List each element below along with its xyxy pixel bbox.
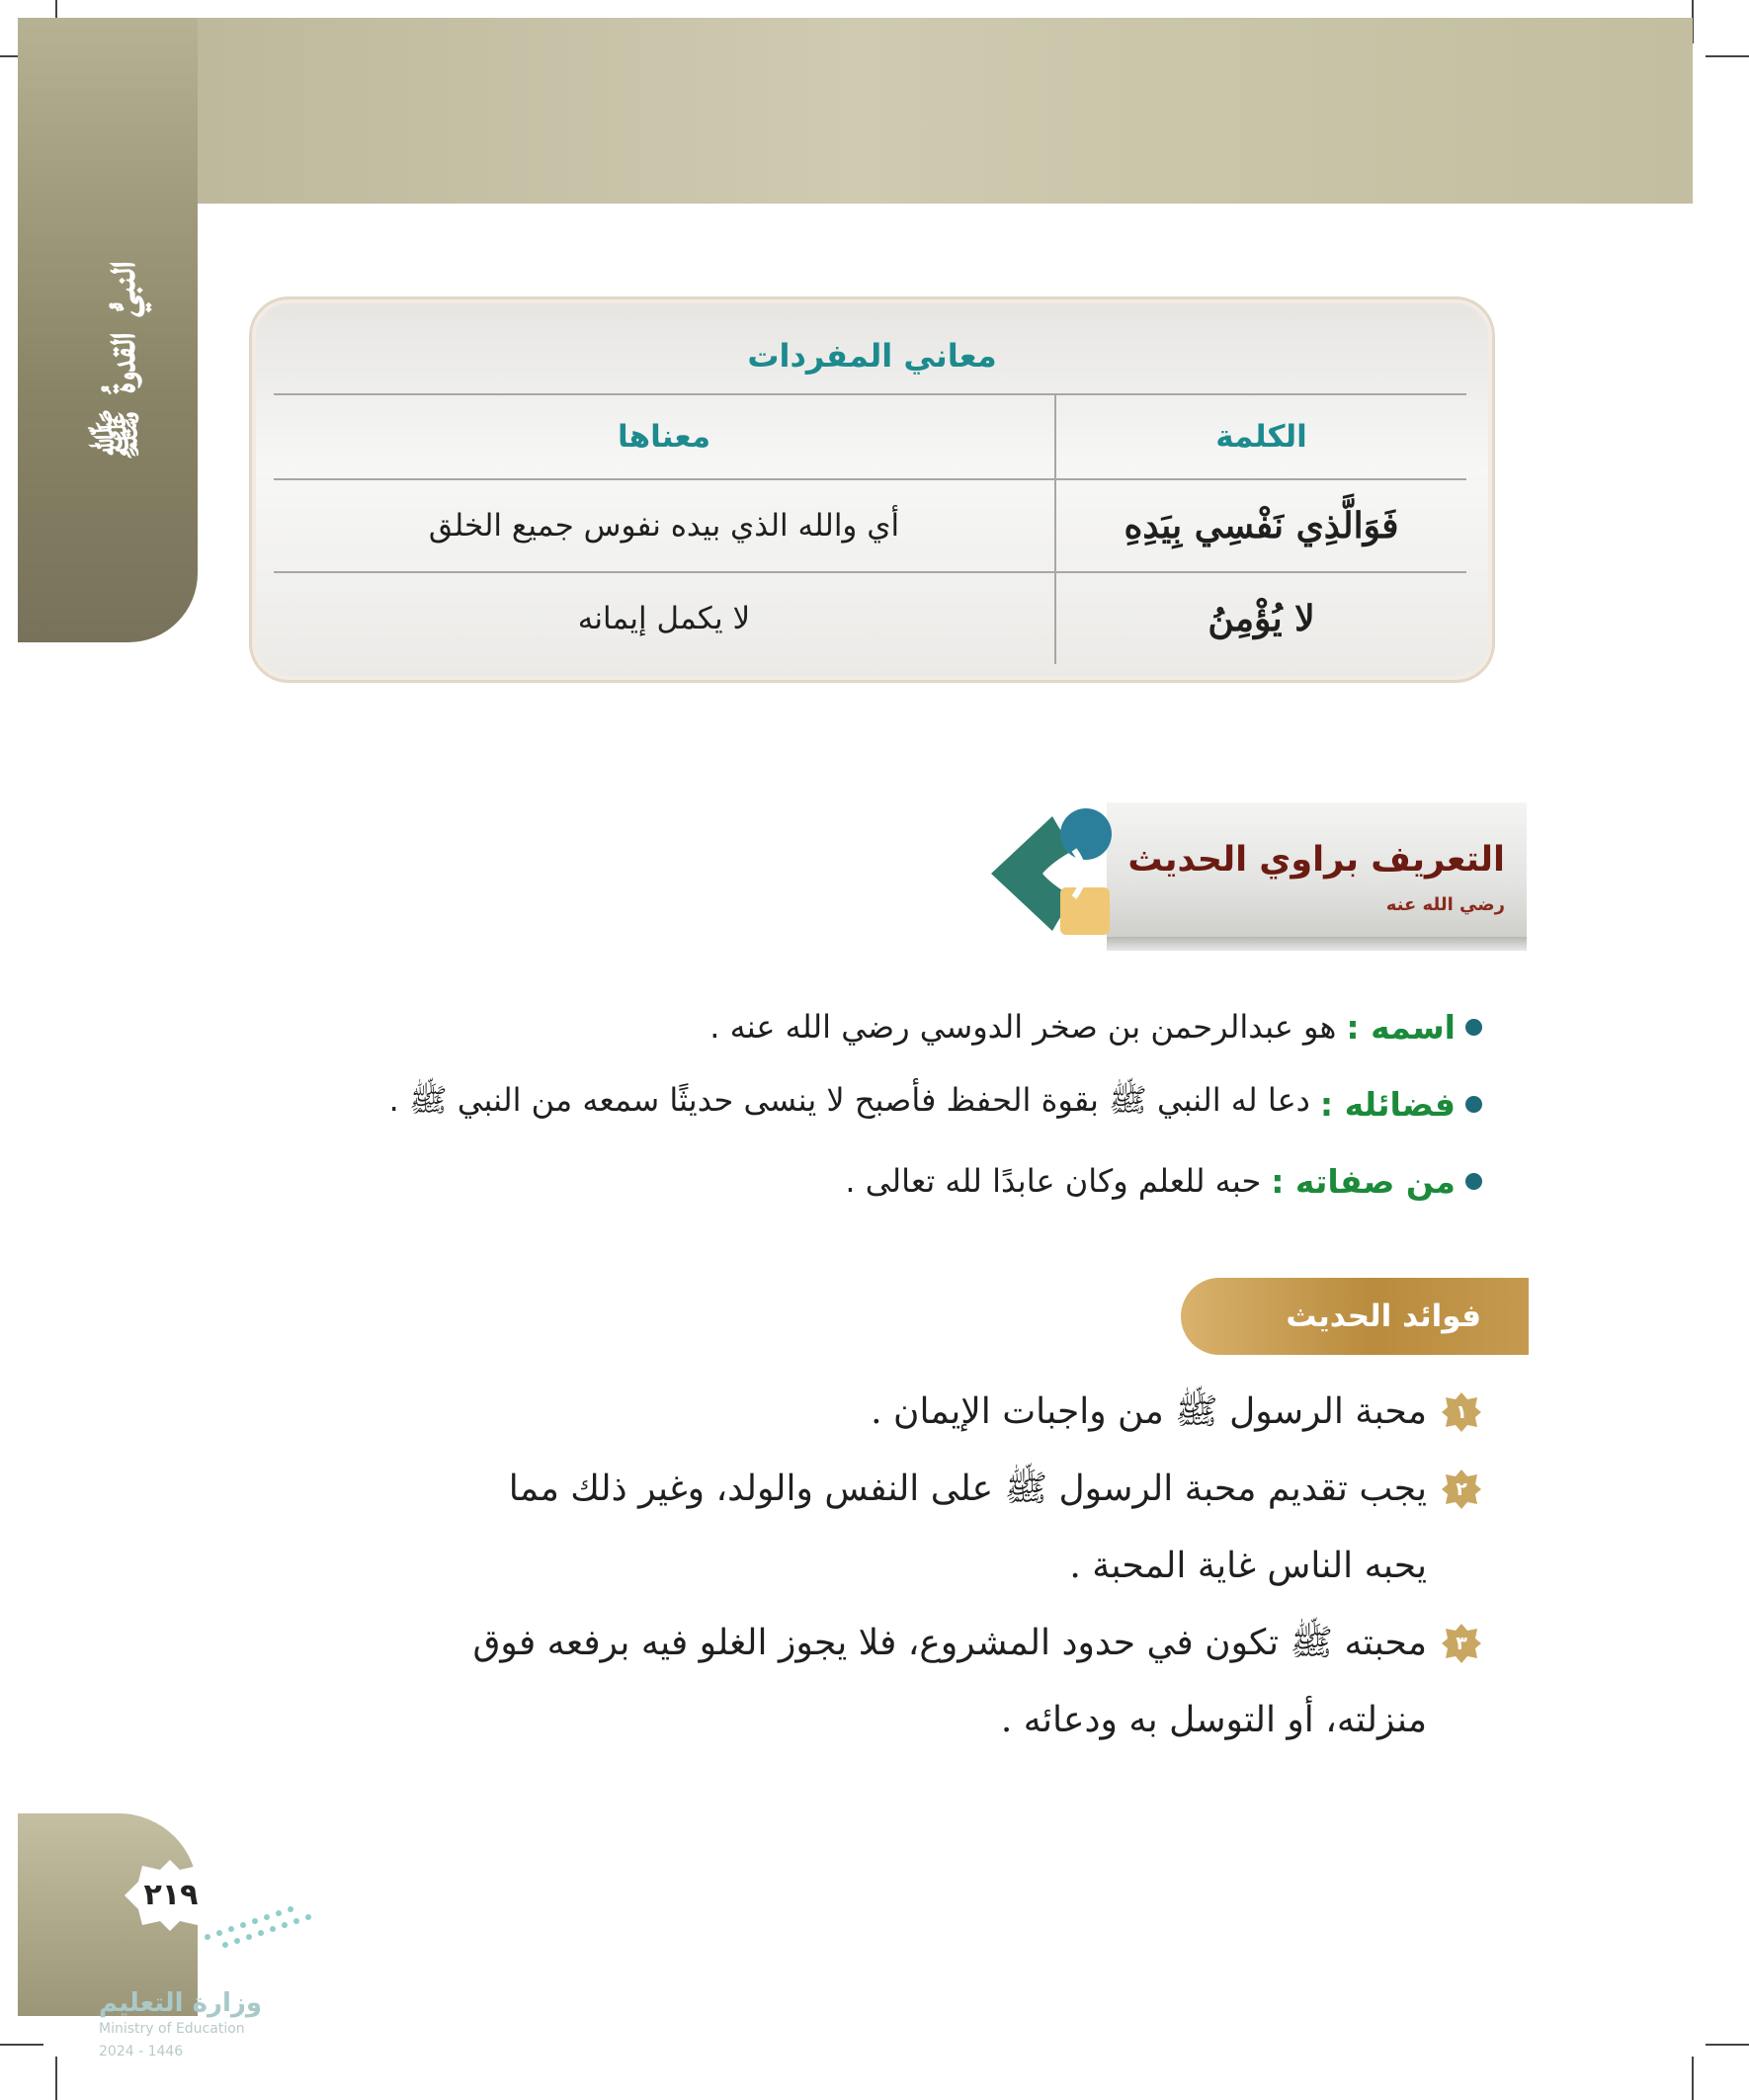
vocab-word: لا يُؤْمِنُ — [1055, 572, 1466, 664]
crop-mark — [0, 2044, 43, 2046]
benefit-text: محبة الرسول ﷺ من واجبات الإيمان . — [871, 1391, 1427, 1432]
gem-ornament-icon — [983, 802, 1131, 951]
vocab-title: معاني المفردات — [747, 337, 997, 375]
header-band — [18, 18, 1693, 204]
vocab-box — [249, 296, 1495, 683]
list-item — [435, 1605, 1482, 1759]
item-text: دعا له النبي ﷺ بقوة الحفظ فأصبح لا ينسى حديثًا سمعه من النبي ﷺ . — [388, 1081, 1310, 1119]
bullet-dot — [1465, 1096, 1482, 1113]
list-item — [247, 1065, 1482, 1142]
honorific-text: رضي الله عنه — [1385, 894, 1505, 915]
list-item — [435, 1451, 1482, 1605]
benefit-text: محبته ﷺ تكون في حدود المشروع، فلا يجوز الغلو فيه برفعه فوق منزلته، أو التوسل به ودعائه . — [472, 1623, 1427, 1740]
banner-bar — [1107, 802, 1527, 937]
ministry-logo-text: وزارة التعليم — [99, 1988, 262, 2018]
list-item — [247, 988, 1482, 1065]
benefits-list — [435, 1374, 1482, 1759]
page-number: ٢١٩ — [143, 1878, 199, 1912]
number-badge-icon: ٢ — [1441, 1469, 1482, 1510]
narrator-banner — [983, 802, 1527, 951]
banner-title: التعريف براوي الحديث رضي الله عنه — [1127, 840, 1505, 915]
vocab-meaning: لا يكمل إيمانه — [274, 572, 1055, 664]
vocab-table — [274, 393, 1466, 664]
crop-mark — [1706, 55, 1749, 57]
list-item — [247, 1142, 1482, 1219]
item-text: هو عبدالرحمن بن صخر الدوسي رضي الله عنه . — [709, 1008, 1337, 1046]
vocab-word: فَوَالَّذِي نَفْسِي بِيَدِهِ — [1055, 479, 1466, 572]
chapter-title: النبيُّ القدوةُ ﷺ — [95, 261, 145, 461]
item-text: حبه للعلم وكان عابدًا لله تعالى . — [845, 1162, 1262, 1200]
bullet-dot — [1465, 1019, 1482, 1036]
list-item — [435, 1374, 1482, 1451]
bullet-dot — [1465, 1173, 1482, 1190]
edition-year: 2024 - 1446 — [99, 2044, 184, 2059]
vocab-header-meaning: معناها — [274, 394, 1055, 479]
crop-mark — [1706, 2044, 1749, 2046]
vocab-header-word: الكلمة — [1055, 394, 1466, 479]
number-badge-icon: ٣ — [1441, 1623, 1482, 1664]
benefit-text: يجب تقديم محبة الرسول ﷺ على النفس والولد، وغير ذلك مما يحبه الناس غاية المحبة . — [508, 1469, 1427, 1586]
ministry-english: Ministry of Education — [99, 2021, 245, 2037]
crop-mark — [1692, 2057, 1694, 2100]
dot-pattern-icon — [188, 1897, 326, 1957]
narrator-list — [247, 988, 1482, 1219]
table-row — [274, 479, 1466, 572]
benefits-title: فوائد الحديث — [1181, 1278, 1529, 1355]
number-badge-icon: ١ — [1441, 1391, 1482, 1433]
crop-mark — [55, 2057, 57, 2100]
vocab-header-row — [274, 394, 1466, 479]
table-row — [274, 572, 1466, 664]
item-label: اسمه : — [1346, 1007, 1456, 1047]
item-label: فضائله : — [1319, 1084, 1456, 1124]
vocab-meaning: أي والله الذي بيده نفوس جميع الخلق — [274, 479, 1055, 572]
item-label: من صفاته : — [1271, 1161, 1456, 1201]
